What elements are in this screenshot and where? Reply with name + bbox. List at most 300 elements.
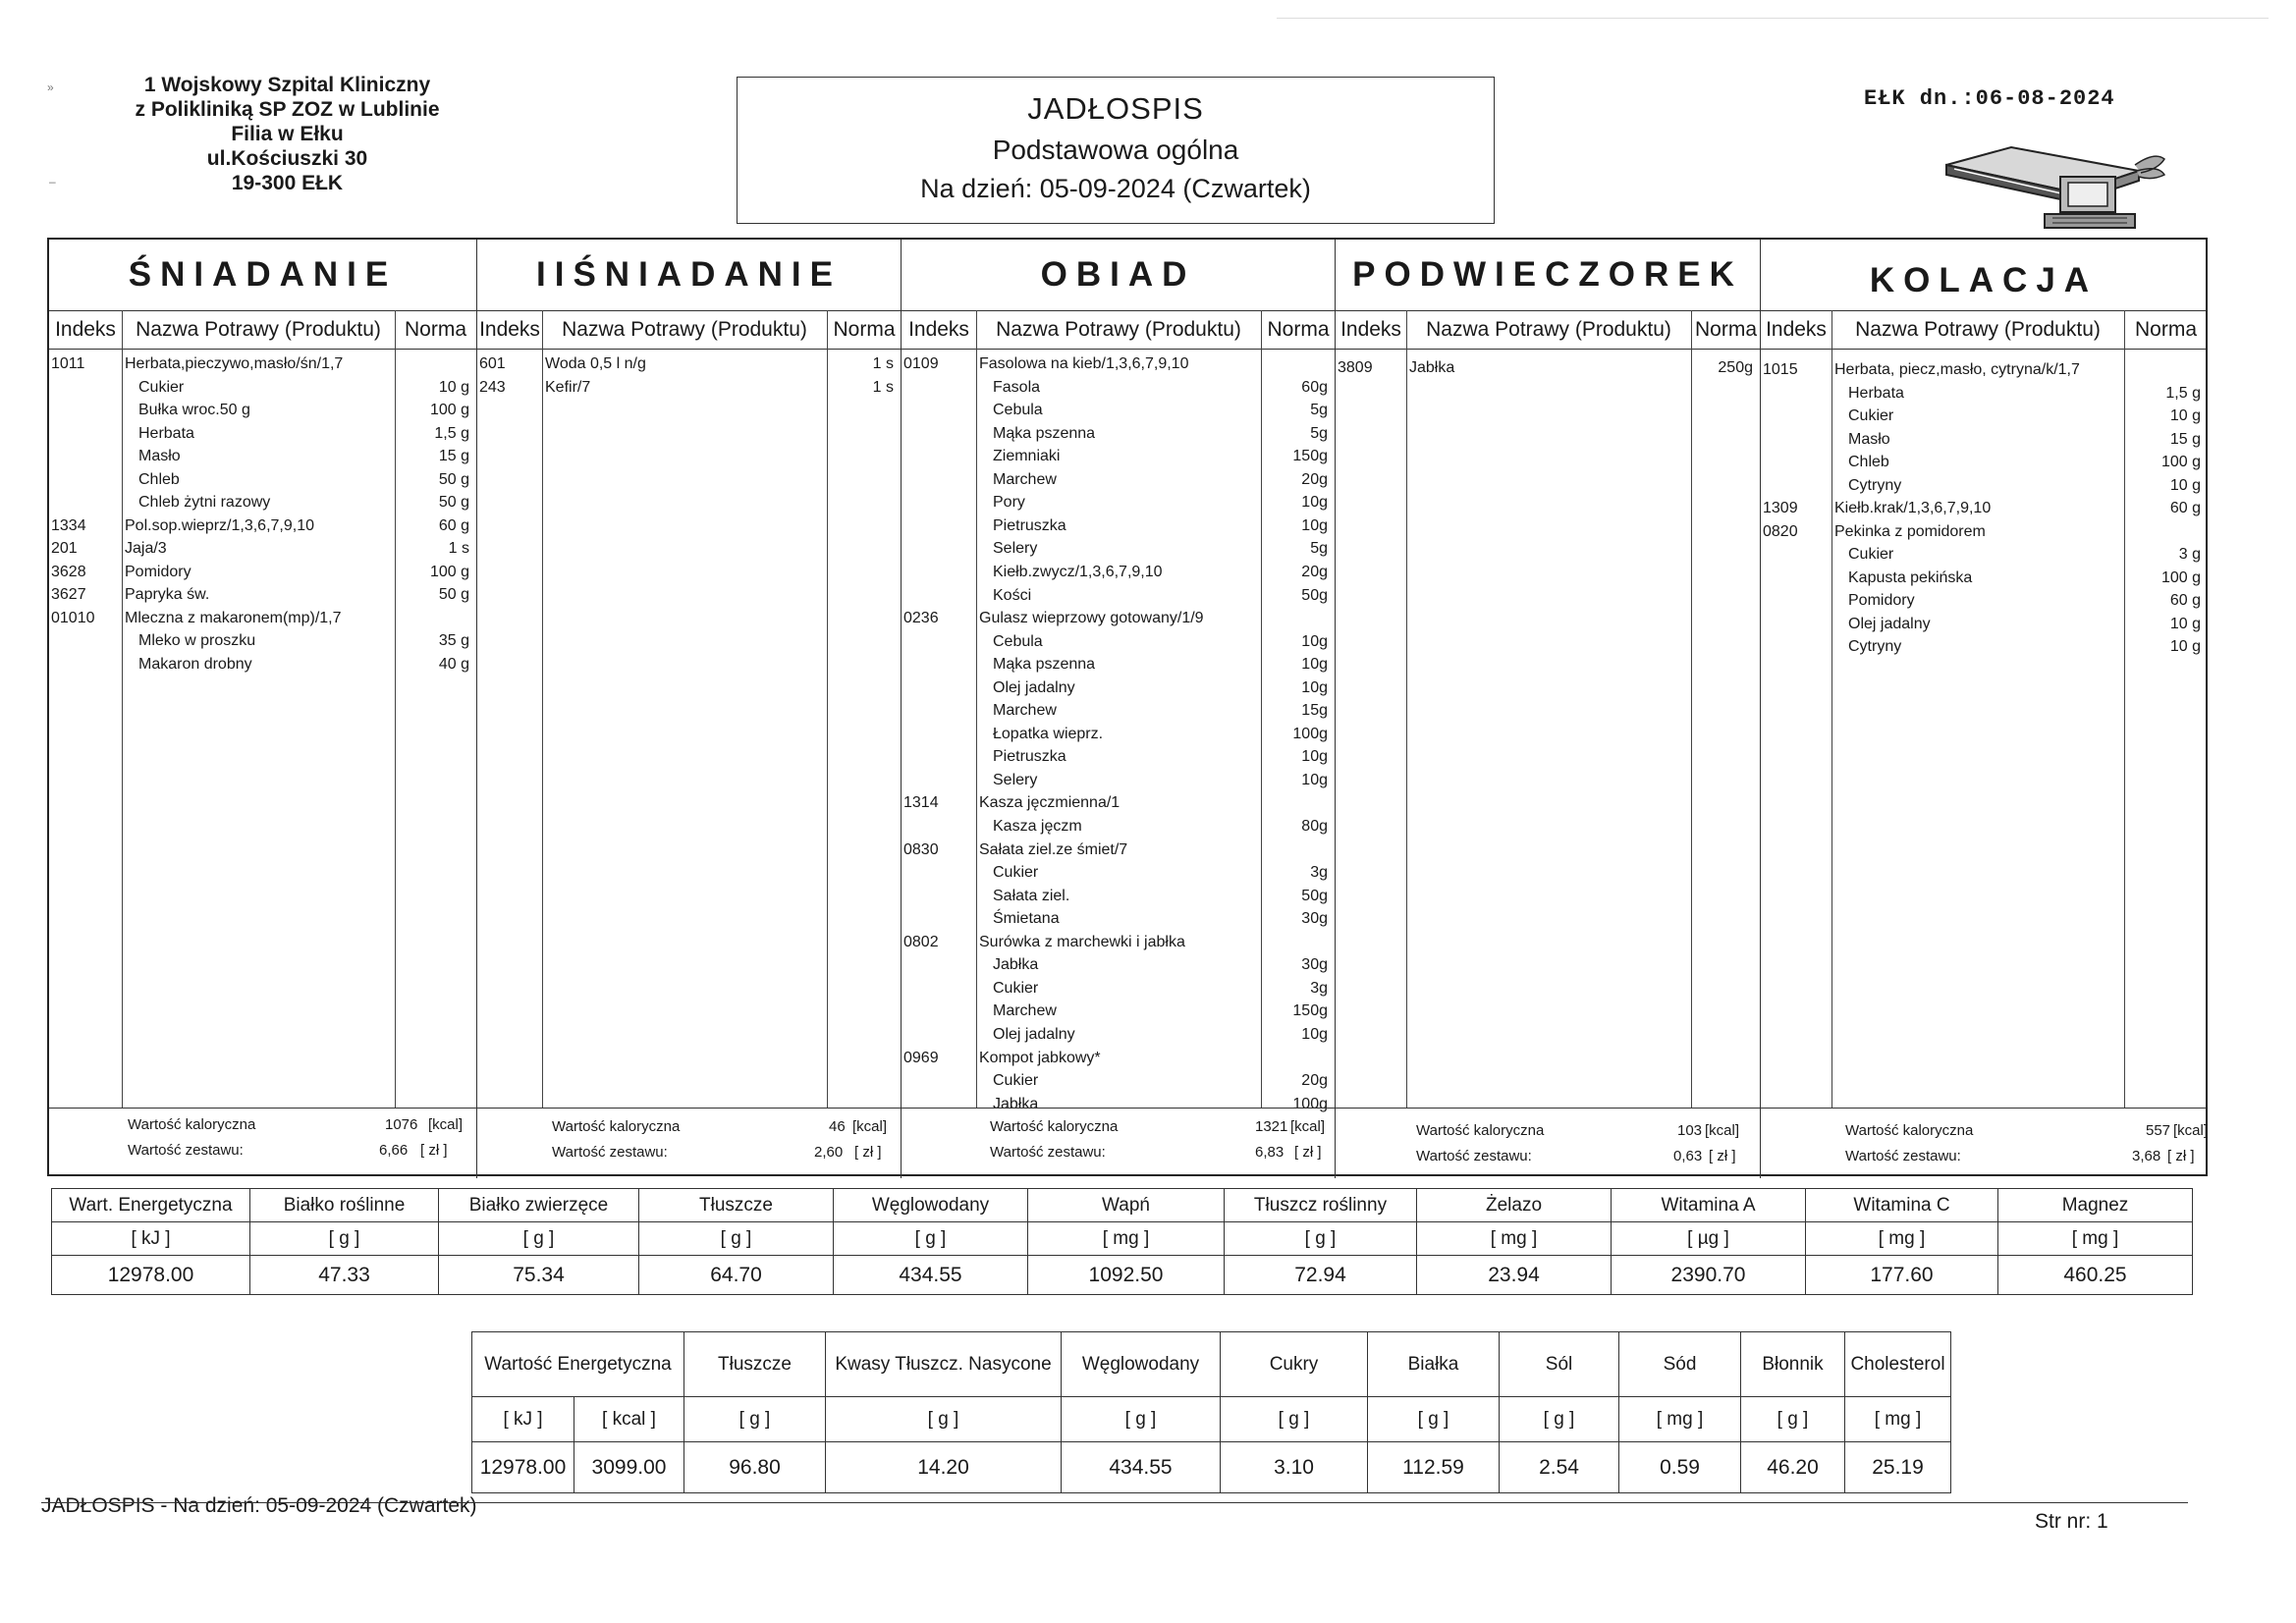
nutrient-header: Węglowodany bbox=[1062, 1332, 1221, 1397]
menu-row bbox=[49, 377, 476, 399]
menu-row bbox=[902, 1001, 1335, 1022]
menu-row bbox=[1761, 429, 2207, 451]
nutrition-header-row bbox=[52, 1189, 2193, 1222]
header-index: Indeks bbox=[479, 318, 540, 341]
nutrition-value: 177.60 bbox=[1806, 1256, 1998, 1295]
set-value: 0,63 bbox=[1673, 1148, 1703, 1164]
scan-edge-line bbox=[1277, 18, 2269, 19]
menu-row bbox=[902, 700, 1335, 722]
nutrition-unit: [ g ] bbox=[439, 1222, 639, 1256]
ingredient-name: Kiełb.zwycz/1,3,6,7,9,10 bbox=[993, 563, 1163, 580]
portion-norm: 3 g bbox=[2178, 546, 2201, 563]
portion-norm: 10g bbox=[1301, 678, 1328, 696]
nutrient-header: Sód bbox=[1619, 1332, 1741, 1397]
place-date: EŁK dn.:06-08-2024 bbox=[1864, 86, 2115, 111]
column-divider bbox=[827, 310, 828, 1108]
ingredient-name: Cukier bbox=[1848, 546, 1894, 563]
nutrition-table bbox=[51, 1188, 2193, 1295]
footer-rule bbox=[41, 1502, 2188, 1503]
nutrient-unit: [ kJ ] bbox=[472, 1397, 574, 1442]
portion-norm: 50 g bbox=[438, 470, 469, 488]
menu-row bbox=[1761, 590, 2207, 612]
set-value-label: Wartość zestawu: bbox=[128, 1142, 244, 1159]
dish-name: Surówka z marchewki i jabłka bbox=[979, 933, 1185, 950]
menu-row bbox=[902, 423, 1335, 445]
nutrient-header: Sól bbox=[1500, 1332, 1619, 1397]
portion-norm: 10g bbox=[1301, 771, 1328, 788]
menu-row bbox=[49, 353, 476, 375]
portion-norm: 1,5 g bbox=[434, 424, 469, 442]
menu-row bbox=[477, 353, 901, 375]
menu-row bbox=[902, 746, 1335, 768]
nutrition-header: Witamina A bbox=[1612, 1189, 1806, 1222]
menu-row bbox=[902, 908, 1335, 930]
portion-norm: 3g bbox=[1310, 864, 1328, 882]
portion-norm: 100g bbox=[1292, 725, 1328, 742]
dish-index: 1334 bbox=[51, 516, 86, 534]
menu-row bbox=[902, 770, 1335, 791]
meal-footer bbox=[902, 1108, 1335, 1178]
ingredient-name: Olej jadalny bbox=[1848, 615, 1931, 632]
ingredient-name: Pietruszka bbox=[993, 748, 1066, 766]
hospital-line: 19-300 EŁK bbox=[231, 172, 344, 194]
column-headers bbox=[49, 310, 476, 350]
nutrient-value: 12978.00 bbox=[472, 1442, 574, 1493]
meal-kolacja bbox=[1760, 240, 2207, 1178]
dish-name: Pomidory bbox=[125, 563, 191, 580]
ingredient-name: Jabłka bbox=[993, 956, 1039, 974]
menu-row bbox=[902, 886, 1335, 907]
hospital-line: Filia w Ełku bbox=[231, 123, 344, 145]
portion-norm: 10g bbox=[1301, 748, 1328, 766]
dish-name: Fasolowa na kieb/1,3,6,7,9,10 bbox=[979, 355, 1189, 372]
dish-index: 0969 bbox=[903, 1049, 939, 1066]
ingredient-name: Pietruszka bbox=[993, 516, 1066, 534]
dish-name: Mleczna z makaronem(mp)/1,7 bbox=[125, 609, 342, 626]
dish-name: Kefir/7 bbox=[545, 378, 591, 396]
ingredient-name: Mąka pszenna bbox=[993, 656, 1096, 674]
nutrition-header: Tłuszcze bbox=[639, 1189, 834, 1222]
dish-name: Papryka św. bbox=[125, 586, 210, 603]
menu-row bbox=[902, 677, 1335, 699]
portion-norm: 5g bbox=[1310, 402, 1328, 419]
nutrition-header: Żelazo bbox=[1417, 1189, 1612, 1222]
energy-header-row bbox=[472, 1332, 1951, 1397]
menu-row bbox=[1761, 636, 2207, 658]
diet-name: Podstawowa ogólna bbox=[992, 135, 1239, 165]
nutrient-value: 112.59 bbox=[1368, 1442, 1500, 1493]
set-value-label: Wartość zestawu: bbox=[1416, 1148, 1532, 1164]
dish-index: 3809 bbox=[1338, 359, 1373, 376]
dish-index: 1011 bbox=[51, 355, 85, 372]
nutrition-header: Wapń bbox=[1028, 1189, 1225, 1222]
menu-row bbox=[49, 515, 476, 537]
menu-row bbox=[902, 932, 1335, 953]
meal-footer bbox=[477, 1108, 901, 1178]
nutrition-unit: [ µg ] bbox=[1612, 1222, 1806, 1256]
dish-name: Pol.sop.wieprz/1,3,6,7,9,10 bbox=[125, 516, 315, 534]
dish-name: Jaja/3 bbox=[125, 540, 167, 557]
hospital-line: z Polikliniką SP ZOZ w Lublinie bbox=[135, 98, 440, 121]
set-value-unit: [ zł ] bbox=[1709, 1148, 1736, 1164]
menu-row bbox=[902, 816, 1335, 838]
portion-norm: 35 g bbox=[438, 632, 469, 649]
ingredient-name: Śmietana bbox=[993, 910, 1060, 928]
energy-value-row bbox=[472, 1442, 1951, 1493]
menu-row bbox=[49, 423, 476, 445]
menu-row bbox=[477, 377, 901, 399]
calories-value: 1076 bbox=[385, 1116, 418, 1133]
nutrition-unit: [ kJ ] bbox=[52, 1222, 250, 1256]
ingredient-name: Kości bbox=[993, 586, 1032, 604]
nutrition-value: 434.55 bbox=[834, 1256, 1028, 1295]
header-index: Indeks bbox=[1340, 318, 1401, 341]
menu-row bbox=[49, 608, 476, 629]
dish-index: 0236 bbox=[903, 610, 939, 627]
menu-row bbox=[902, 562, 1335, 583]
set-value-unit: [ zł ] bbox=[2167, 1148, 2195, 1164]
nutrition-header: Wart. Energetyczna bbox=[52, 1189, 250, 1222]
dish-name: Kompot jabkowy* bbox=[979, 1049, 1101, 1066]
ingredient-name: Bułka wroc.50 g bbox=[138, 402, 250, 418]
column-headers bbox=[477, 310, 901, 350]
dish-index: 0109 bbox=[903, 355, 939, 372]
portion-norm: 10g bbox=[1301, 632, 1328, 650]
nutrient-header: Białka bbox=[1368, 1332, 1500, 1397]
ingredient-name: Sałata ziel. bbox=[993, 887, 1070, 904]
nutrient-unit: [ g ] bbox=[1221, 1397, 1368, 1442]
portion-norm: 5g bbox=[1310, 424, 1328, 442]
meal-footer bbox=[1761, 1108, 2207, 1178]
set-value-label: Wartość zestawu: bbox=[552, 1144, 668, 1161]
nutrient-header: Tłuszcze bbox=[684, 1332, 826, 1397]
nutrient-value: 46.20 bbox=[1741, 1442, 1845, 1493]
dish-name: Kiełb.krak/1,3,6,7,9,10 bbox=[1834, 500, 1992, 516]
nutrition-unit: [ g ] bbox=[1225, 1222, 1417, 1256]
menu-row bbox=[1336, 357, 1760, 379]
nutrient-value: 96.80 bbox=[684, 1442, 826, 1493]
dish-index: 243 bbox=[479, 378, 506, 396]
menu-row bbox=[902, 538, 1335, 560]
portion-norm: 150g bbox=[1292, 448, 1328, 465]
menu-row bbox=[49, 446, 476, 467]
book-computer-logo bbox=[1942, 135, 2168, 234]
portion-norm: 40 g bbox=[438, 655, 469, 673]
nutrient-unit: [ mg ] bbox=[1619, 1397, 1741, 1442]
ingredient-name: Cukier bbox=[138, 378, 185, 396]
portion-norm: 250g bbox=[1718, 359, 1753, 376]
portion-norm: 60 g bbox=[2169, 500, 2201, 516]
set-value-unit: [ zł ] bbox=[1294, 1144, 1322, 1161]
portion-norm: 10g bbox=[1301, 494, 1328, 512]
set-value-unit: [ zł ] bbox=[420, 1142, 448, 1159]
header-index: Indeks bbox=[55, 318, 116, 341]
portion-norm: 20g bbox=[1301, 563, 1328, 580]
portion-norm: 1 s bbox=[872, 378, 894, 396]
menu-row bbox=[1761, 452, 2207, 473]
nutrient-unit: [ g ] bbox=[1741, 1397, 1845, 1442]
portion-norm: 15 g bbox=[2169, 430, 2201, 448]
menu-row bbox=[49, 469, 476, 491]
nutrient-value: 3099.00 bbox=[574, 1442, 684, 1493]
column-headers bbox=[1336, 310, 1760, 350]
ingredient-name: Olej jadalny bbox=[993, 678, 1075, 696]
portion-norm: 10 g bbox=[2169, 638, 2201, 655]
nutrition-unit: [ mg ] bbox=[1806, 1222, 1998, 1256]
dish-name: Herbata,pieczywo,masło/śn/1,7 bbox=[125, 355, 344, 372]
menu-row bbox=[902, 1048, 1335, 1069]
menu-row bbox=[49, 538, 476, 560]
set-value: 6,66 bbox=[379, 1142, 409, 1159]
dish-index: 1015 bbox=[1763, 361, 1798, 378]
menu-row bbox=[49, 562, 476, 583]
portion-norm: 80g bbox=[1301, 818, 1328, 835]
nutrition-value: 75.34 bbox=[439, 1256, 639, 1295]
ingredient-name: Makaron drobny bbox=[138, 655, 252, 673]
portion-norm: 1 s bbox=[872, 355, 894, 372]
dish-name: Kasza jęczmienna/1 bbox=[979, 794, 1121, 812]
ingredient-name: Cukier bbox=[993, 979, 1039, 997]
portion-norm: 10 g bbox=[2169, 476, 2201, 494]
menu-row bbox=[1761, 521, 2207, 543]
header-norm: Norma bbox=[1267, 318, 1330, 341]
menu-row bbox=[1761, 359, 2207, 381]
menu-table bbox=[47, 238, 2208, 1176]
nutrient-value: 0.59 bbox=[1619, 1442, 1741, 1493]
nutrient-unit: [ g ] bbox=[826, 1397, 1062, 1442]
nutrition-value: 460.25 bbox=[1998, 1256, 2193, 1295]
ingredient-name: Marchew bbox=[993, 1002, 1057, 1020]
nutrition-value: 1092.50 bbox=[1028, 1256, 1225, 1295]
ingredient-name: Masło bbox=[138, 448, 181, 464]
header-norm: Norma bbox=[833, 318, 896, 341]
calories-unit: [kcal] bbox=[852, 1118, 888, 1135]
column-headers bbox=[902, 310, 1335, 350]
ingredient-name: Mleko w proszku bbox=[138, 632, 256, 649]
scan-mark: » bbox=[47, 81, 54, 94]
dish-name: Sałata ziel.ze śmiet/7 bbox=[979, 840, 1128, 858]
ingredient-name: Kasza jęczm bbox=[993, 818, 1082, 835]
nutrition-unit-row bbox=[52, 1222, 2193, 1256]
nutrition-unit: [ g ] bbox=[834, 1222, 1028, 1256]
menu-row bbox=[902, 862, 1335, 884]
energy-header: Wartość Energetyczna bbox=[472, 1332, 684, 1397]
ingredient-name: Pory bbox=[993, 494, 1025, 512]
menu-row bbox=[902, 724, 1335, 745]
ingredient-name: Ziemniaki bbox=[993, 448, 1061, 465]
header-name: Nazwa Potrawy (Produktu) bbox=[562, 318, 807, 341]
calories-value: 46 bbox=[829, 1118, 846, 1135]
ingredient-name: Cebula bbox=[993, 632, 1043, 650]
calories-label: Wartość kaloryczna bbox=[990, 1118, 1119, 1135]
portion-norm: 30g bbox=[1301, 910, 1328, 928]
portion-norm: 50g bbox=[1301, 586, 1328, 604]
nutrient-header: Kwasy Tłuszcz. Nasycone bbox=[826, 1332, 1062, 1397]
ingredient-name: Chleb bbox=[138, 470, 180, 488]
header-name: Nazwa Potrawy (Produktu) bbox=[996, 318, 1241, 341]
nutrient-header: Cholesterol bbox=[1845, 1332, 1951, 1397]
portion-norm: 100 g bbox=[2160, 454, 2201, 470]
header-name: Nazwa Potrawy (Produktu) bbox=[136, 318, 381, 341]
nutrient-unit: [ kcal ] bbox=[574, 1397, 684, 1442]
dish-name: Pekinka z pomidorem bbox=[1834, 522, 1986, 540]
calories-value: 103 bbox=[1677, 1122, 1703, 1139]
nutrition-value: 47.33 bbox=[250, 1256, 439, 1295]
meal-footer bbox=[49, 1108, 476, 1178]
dish-name: Woda 0,5 l n/g bbox=[545, 355, 646, 372]
ingredient-name: Marchew bbox=[993, 702, 1057, 720]
portion-norm: 3g bbox=[1310, 979, 1328, 997]
menu-row bbox=[902, 631, 1335, 653]
set-value-label: Wartość zestawu: bbox=[990, 1144, 1106, 1161]
energy-unit-row bbox=[472, 1397, 1951, 1442]
portion-norm: 10g bbox=[1301, 656, 1328, 674]
nutrition-value: 12978.00 bbox=[52, 1256, 250, 1295]
menu-row bbox=[49, 492, 476, 514]
portion-norm: 50 g bbox=[438, 586, 469, 603]
portion-norm: 10g bbox=[1301, 1025, 1328, 1043]
menu-row bbox=[902, 492, 1335, 514]
dish-index: 201 bbox=[51, 540, 78, 557]
dish-index: 3628 bbox=[51, 563, 86, 580]
portion-norm: 1,5 g bbox=[2165, 384, 2201, 402]
footer-text: JADŁOSPIS - Na dzień: 05-09-2024 (Czwartek) bbox=[41, 1494, 477, 1517]
header-index: Indeks bbox=[1766, 318, 1827, 341]
nutrient-unit: [ g ] bbox=[1062, 1397, 1221, 1442]
nutrient-value: 25.19 bbox=[1845, 1442, 1951, 1493]
ingredient-name: Cytryny bbox=[1848, 638, 1902, 655]
header-norm: Norma bbox=[1694, 318, 1757, 341]
meal-ii-sniadanie bbox=[476, 240, 901, 1178]
menu-row bbox=[902, 1070, 1335, 1092]
page-number: Str nr: 1 bbox=[2035, 1510, 2108, 1533]
nutrient-unit: [ g ] bbox=[1368, 1397, 1500, 1442]
nutrient-value: 14.20 bbox=[826, 1442, 1062, 1493]
calories-unit: [kcal] bbox=[1290, 1118, 1326, 1135]
nutrient-header: Cukry bbox=[1221, 1332, 1368, 1397]
menu-row bbox=[49, 654, 476, 676]
nutrition-header: Białko roślinne bbox=[250, 1189, 439, 1222]
ingredient-name: Herbata bbox=[1848, 384, 1904, 402]
portion-norm: 15g bbox=[1301, 702, 1328, 720]
meal-obiad bbox=[901, 240, 1335, 1178]
hospital-line: ul.Kościuszki 30 bbox=[206, 147, 368, 170]
ingredient-name: Masło bbox=[1848, 430, 1890, 448]
ingredient-name: Mąka pszenna bbox=[993, 424, 1096, 442]
portion-norm: 100 g bbox=[429, 563, 469, 580]
calories-label: Wartość kaloryczna bbox=[128, 1116, 256, 1133]
set-value: 2,60 bbox=[814, 1144, 844, 1161]
meal-title: IIŚNIADANIE bbox=[536, 255, 842, 294]
meal-podwieczorek bbox=[1335, 240, 1760, 1178]
portion-norm: 30g bbox=[1301, 956, 1328, 974]
menu-row bbox=[902, 377, 1335, 399]
calories-label: Wartość kaloryczna bbox=[552, 1118, 681, 1135]
calories-label: Wartość kaloryczna bbox=[1845, 1122, 1974, 1139]
nutrient-unit: [ mg ] bbox=[1845, 1397, 1951, 1442]
portion-norm: 10g bbox=[1301, 516, 1328, 534]
hospital-line: 1 Wojskowy Szpital Kliniczny bbox=[143, 74, 431, 96]
menu-row bbox=[902, 954, 1335, 976]
nutrient-unit: [ g ] bbox=[1500, 1397, 1619, 1442]
menu-row bbox=[49, 630, 476, 652]
portion-norm: 100 g bbox=[429, 402, 469, 418]
set-value: 6,83 bbox=[1255, 1144, 1285, 1161]
ingredient-name: Marchew bbox=[993, 470, 1057, 488]
set-value: 3,68 bbox=[2132, 1148, 2161, 1164]
ingredient-name: Cukier bbox=[993, 864, 1039, 882]
nutrition-value: 72.94 bbox=[1225, 1256, 1417, 1295]
calories-label: Wartość kaloryczna bbox=[1416, 1122, 1545, 1139]
menu-row bbox=[1761, 544, 2207, 566]
calories-value: 557 bbox=[2146, 1122, 2171, 1139]
portion-norm: 100g bbox=[1292, 1095, 1328, 1112]
calories-unit: [kcal] bbox=[428, 1116, 464, 1133]
dish-index: 0820 bbox=[1763, 522, 1798, 540]
menu-row bbox=[902, 839, 1335, 861]
nutrition-unit: [ mg ] bbox=[1998, 1222, 2193, 1256]
nutrient-value: 434.55 bbox=[1062, 1442, 1221, 1493]
nutrition-value: 64.70 bbox=[639, 1256, 834, 1295]
nutrient-unit: [ g ] bbox=[684, 1397, 826, 1442]
dish-index: 0830 bbox=[903, 840, 939, 858]
menu-row bbox=[902, 654, 1335, 676]
title-box bbox=[737, 77, 1495, 224]
document-title: JADŁOSPIS bbox=[1027, 91, 1204, 126]
set-value-unit: [ zł ] bbox=[854, 1144, 882, 1161]
nutrition-unit: [ mg ] bbox=[1417, 1222, 1612, 1256]
portion-norm: 5g bbox=[1310, 540, 1328, 558]
dish-index: 0802 bbox=[903, 933, 939, 950]
calories-value: 1321 bbox=[1255, 1118, 1288, 1135]
hospital-address bbox=[93, 73, 481, 195]
scan-mark: – bbox=[49, 175, 56, 189]
ingredient-name: Olej jadalny bbox=[993, 1025, 1075, 1043]
dish-index: 601 bbox=[479, 355, 506, 372]
meal-sniadanie bbox=[49, 240, 476, 1178]
dish-index: 1314 bbox=[903, 794, 939, 812]
menu-row bbox=[1761, 498, 2207, 519]
menu-row bbox=[902, 978, 1335, 1000]
ingredient-name: Cukier bbox=[993, 1072, 1039, 1090]
menu-row bbox=[902, 353, 1335, 375]
column-divider bbox=[1691, 310, 1692, 1108]
nutrition-header: Witamina C bbox=[1806, 1189, 1998, 1222]
menu-row bbox=[1761, 568, 2207, 589]
ingredient-name: Chleb bbox=[1848, 454, 1889, 470]
nutrition-header: Białko zwierzęce bbox=[439, 1189, 639, 1222]
calories-unit: [kcal] bbox=[2173, 1122, 2209, 1139]
nutrition-unit: [ g ] bbox=[250, 1222, 439, 1256]
meal-footer bbox=[1336, 1108, 1760, 1178]
dish-index: 1309 bbox=[1763, 500, 1798, 516]
calories-unit: [kcal] bbox=[1705, 1122, 1740, 1139]
portion-norm: 20g bbox=[1301, 470, 1328, 488]
menu-row bbox=[1761, 383, 2207, 405]
meal-title: ŚNIADANIE bbox=[128, 255, 398, 294]
ingredient-name: Łopatka wieprz. bbox=[993, 725, 1104, 742]
dish-index: 3627 bbox=[51, 586, 86, 603]
portion-norm: 50g bbox=[1301, 887, 1328, 904]
portion-norm: 1 s bbox=[448, 540, 469, 557]
portion-norm: 60g bbox=[1301, 378, 1328, 396]
dish-index: 01010 bbox=[51, 609, 95, 626]
dish-name: Herbata, piecz,masło, cytryna/k/1,7 bbox=[1834, 361, 2080, 378]
menu-row bbox=[49, 584, 476, 606]
header-norm: Norma bbox=[404, 318, 466, 341]
menu-row bbox=[1761, 475, 2207, 497]
dish-name: Gulasz wieprzowy gotowany/1/9 bbox=[979, 610, 1204, 627]
